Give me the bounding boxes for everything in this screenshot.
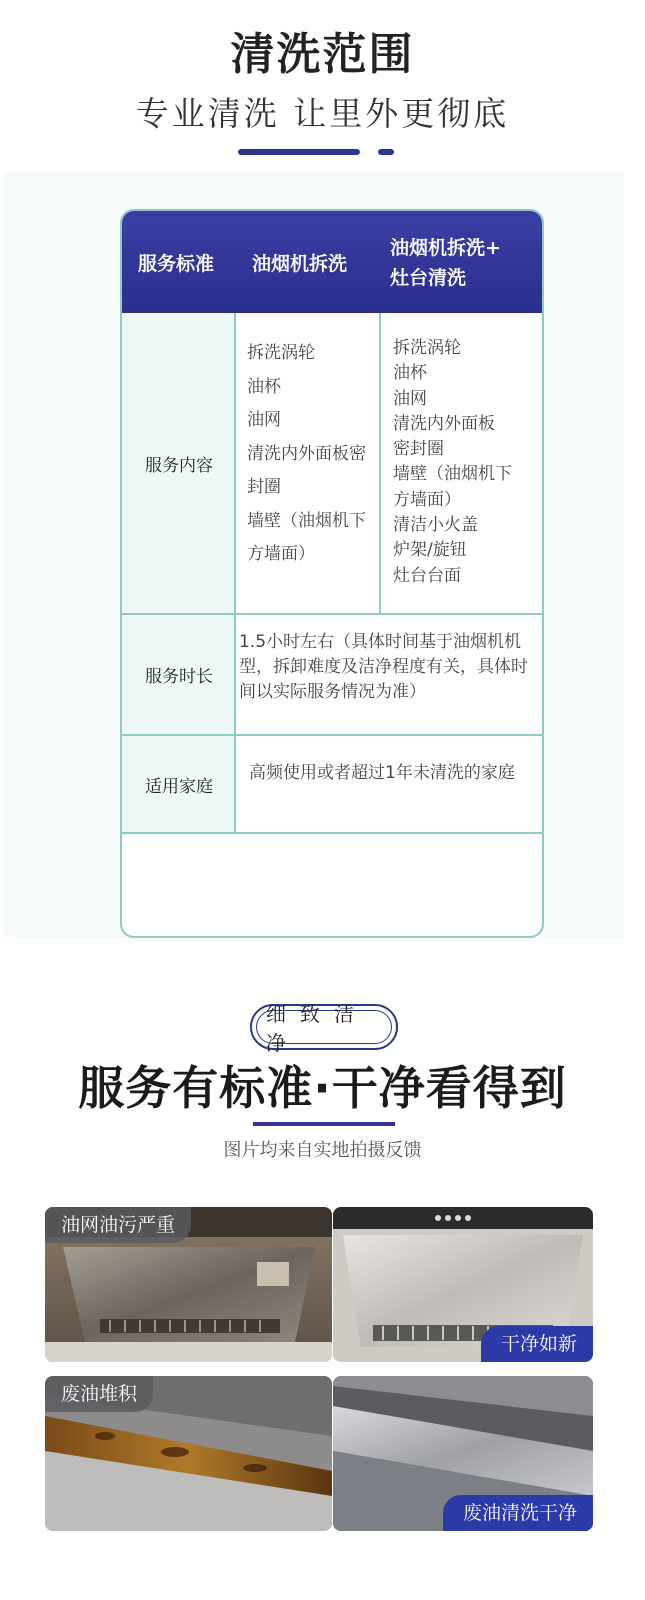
photo-tag: 废油堆积 [45, 1376, 153, 1412]
content-list-hood [247, 337, 366, 572]
content-list-item: 清洗内外面板 [393, 413, 495, 434]
content-list-item: 密封圈 [393, 439, 444, 460]
quality-badge [250, 1002, 398, 1055]
header-hood-and-stove-cleaning: 油烟机拆洗+ 灶台清洗 [390, 237, 501, 289]
content-list-item: 拆洗涡轮 [247, 343, 315, 363]
household-text: 高频使用或者超过1年未清洗的家庭 [249, 763, 515, 783]
content-list-item: 清洗内外面板密 [247, 443, 366, 464]
table-divider [122, 613, 542, 615]
header-hood-cleaning: 油烟机拆洗 [252, 253, 348, 275]
section-headline: 服务有标准·干净看得到 [78, 1061, 567, 1115]
service-scope-table [120, 209, 544, 938]
content-list-item: 灶台台面 [393, 565, 461, 586]
content-list-item: 方墙面） [393, 489, 461, 510]
row-label-household: 适用家庭 [122, 735, 236, 833]
headline-underline [253, 1122, 395, 1126]
photo-greasy-hood [45, 1207, 332, 1362]
content-list-item: 油网 [247, 410, 281, 430]
content-list-item: 油杯 [393, 363, 427, 384]
photo-tag: 油网油污严重 [45, 1207, 191, 1243]
content-list-hood-stove [393, 336, 512, 589]
content-list-item: 油杯 [247, 376, 281, 397]
photo-oil-buildup [45, 1376, 332, 1531]
content-list-item: 清洁小火盖 [393, 515, 478, 536]
row-label-duration: 服务时长 [122, 614, 236, 735]
table-divider [234, 313, 236, 833]
content-list-item: 封圈 [247, 477, 281, 497]
duration-text: 1.5小时左右（具体时间基于油烟机机型，拆卸难度及洁净程度有关，具体时间以实际服务情况为准） [239, 632, 528, 702]
photo-tag: 废油清洗干净 [443, 1495, 593, 1531]
table-header [122, 211, 542, 313]
content-list-item: 炉架/旋钮 [393, 540, 467, 561]
badge-text: 细致洁净 [266, 1002, 368, 1055]
table-divider [379, 313, 381, 614]
table-divider [122, 832, 542, 834]
row-label-content: 服务内容 [122, 313, 236, 614]
content-list-item: 墙壁（油烟机下 [393, 464, 512, 485]
table-divider [122, 734, 542, 736]
photo-tag: 干净如新 [481, 1326, 593, 1362]
photo-clean-hood [333, 1207, 593, 1362]
content-list-item: 墙壁（油烟机下 [247, 510, 366, 531]
title-accent-dot [378, 149, 394, 155]
page-title: 清洗范围 [230, 29, 415, 80]
header-service-standard: 服务标准 [138, 253, 215, 275]
photo-oil-cleaned [333, 1376, 593, 1531]
photo-source-note: 图片均来自实地拍摄反馈 [223, 1140, 422, 1161]
content-list-item: 方墙面） [247, 544, 315, 564]
content-list-item: 油网 [393, 388, 427, 409]
page-subtitle: 专业清洗 让里外更彻底 [135, 94, 510, 133]
content-list-item: 拆洗涡轮 [393, 338, 461, 358]
title-accent-bar [238, 149, 360, 155]
